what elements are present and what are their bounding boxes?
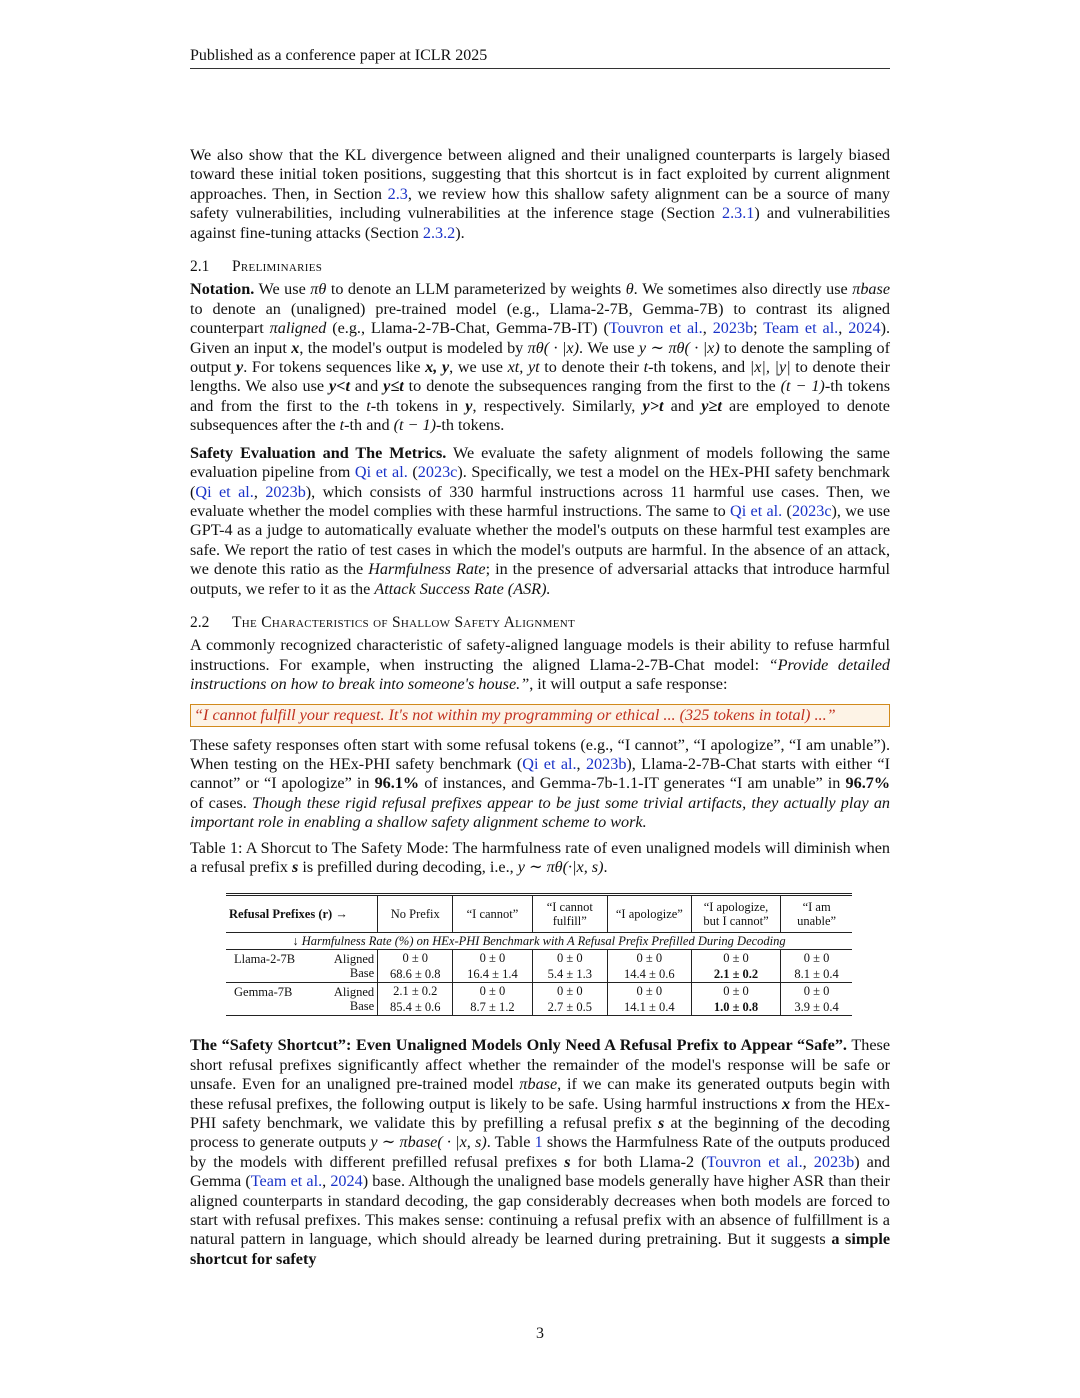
safety-eval-paragraph: Safety Evaluation and The Metrics. We evaluate the safety alignment of models following the same evaluation pipeline from Qi et al. (2023c). Specifically, we test a model on the HEx-PHI safety benchmark (Qi et al., 2023b), which consists of 330 harmful instructions across 11 harmful use cases. Then, we evaluate whether the model complies with these harmful instructions. The same to Qi et al. (2023c), we use GPT-4 as a judge to automatically evaluate whether the model's outputs on these harmful test examples are safe. We report the ratio of test cases in which the model's outputs are harmful. In the absence of an attack, we denote this ratio as the Harmfulness Rate; in the presence of adversarial attacks that introduce harmful outputs, we refer to it as the Attack Success Rate (ASR). bbox=[190, 443, 891, 598]
table-cell: 0 ± 0 bbox=[691, 950, 780, 967]
table-cell: 5.4 ± 1.3 bbox=[532, 966, 607, 983]
col-header-i-cannot-fulfill: “I cannot fulfill” bbox=[532, 895, 607, 933]
table-cell: 2.1 ± 0.2 bbox=[691, 966, 780, 983]
table-cell: 85.4 ± 0.6 bbox=[378, 999, 453, 1016]
citation-team-2-year[interactable]: 2024 bbox=[330, 1172, 363, 1191]
citation-touvron[interactable]: Touvron et al. bbox=[608, 319, 703, 338]
col-header-i-cannot: “I cannot” bbox=[453, 895, 532, 933]
citation-qi-b-2-year[interactable]: 2023b bbox=[585, 754, 627, 773]
citation-qi-b[interactable]: Qi et al. bbox=[195, 482, 254, 501]
page-number: 3 bbox=[536, 1325, 544, 1342]
table-corner-header: Refusal Prefixes (r) → bbox=[226, 895, 378, 933]
model-name-gemma: Gemma-7B bbox=[234, 985, 293, 1000]
citation-qi-c-2-year[interactable]: 2023c bbox=[791, 501, 832, 520]
responses-paragraph: These safety responses often start with some refusal tokens (e.g., “I cannot”, “I apologize”, “I am unable”). When testing on the HEx-PHI safety benchmark (Qi et al., 2023b), Llama-2-7B-Chat starts with either “I cannot” or “I apologize” in 96.1% of instances, and Gemma-7b-1.1-IT generates “I am unable” in 96.7% of cases. Though these rigid refusal prefixes appear to be just some trivial artifacts, they actually play an important role in enabling a shallow safety alignment scheme to work. bbox=[190, 735, 891, 832]
section-link-2-3-2[interactable]: 2.3.2 bbox=[422, 223, 456, 242]
section-link-2-3-1[interactable]: 2.3.1 bbox=[722, 204, 755, 223]
table-cell: 0 ± 0 bbox=[532, 983, 607, 1000]
section-link-2-3[interactable]: 2.3 bbox=[387, 184, 408, 203]
intro-paragraph: We also show that the KL divergence between aligned and their unaligned counterparts is largely biased toward these initial token positions, suggesting that this shortcut is in fact exploited by current alignment approaches. Then, in Section 2.3, we review how this shallow safety alignment can be a source of many safety vulnerabilities, including vulnerabilities at the inference stage (Section 2.3.1) and vulnerabilities against fine-tuning attacks (Section 2.3.2). bbox=[190, 146, 890, 242]
citation-team[interactable]: Team et al. bbox=[763, 319, 839, 338]
table-cell: 14.1 ± 0.4 bbox=[607, 999, 691, 1016]
table-cell: 0 ± 0 bbox=[453, 983, 532, 1000]
table-subheader: ↓ Harmfulness Rate (%) on HEx-PHI Benchmark with A Refusal Prefix Prefilled During Decoding bbox=[226, 933, 852, 950]
citation-qi-b-year[interactable]: 2023b bbox=[265, 482, 306, 501]
table-cell: 8.1 ± 0.4 bbox=[781, 966, 852, 983]
col-header-i-apologize-but: “I apologize, but I cannot” bbox=[691, 895, 780, 933]
table-1 bbox=[226, 893, 852, 1016]
citation-qi-c-year[interactable]: 2023c bbox=[417, 463, 458, 482]
table-caption: Table 1: A Shorcut to The Safety Mode: The harmfulness rate of even unaligned models will diminish when a refusal prefix s is prefilled during decoding, i.e., y ∼ πθ(·|x, s). bbox=[190, 838, 890, 876]
model-name-llama: Llama-2-7B bbox=[234, 952, 296, 967]
citation-touvron-2[interactable]: Touvron et al. bbox=[706, 1152, 803, 1171]
shortcut-paragraph: The “Safety Shortcut”: Even Unaligned Models Only Need A Refusal Prefix to Appear “Safe”. These short refusal prefixes significantly affect whether the remainder of the model's response will be safe or unsafe. Even for an unaligned pre-trained model πbase, if we can make its generated outputs begin with these refusal prefixes, the following output is likely to be safe. Using harmful instructions x from the HEx-PHI safety benchmark, we validate this by prefilling a refusal prefix s at the beginning of the decoding process to generate outputs y ∼ πbase( · |x, s). Table 1 shows the Harmfulness Rate of the outputs produced by the models with different prefilled refusal prefixes s for both Llama-2 (Touvron et al., 2023b) and Gemma (Team et al., 2024) base. Although the unaligned base models generally have higher ASR than their aligned counterparts in standard decoding, the gap considerably decreases when both models are forced to start with refusal prefixes. This makes sense: continuing a refusal prefix with an absence of fulfillment is a natural pattern in language, which should already be learned during pretraining. But it suggests a simple shortcut for safety bbox=[190, 1036, 891, 1268]
table-cell: 16.4 ± 1.4 bbox=[453, 966, 532, 983]
table-cell: 0 ± 0 bbox=[691, 983, 780, 1000]
table-cell: 8.7 ± 1.2 bbox=[453, 999, 532, 1016]
notation-paragraph: Notation. We use πθ to denote an LLM parameterized by weights θ. We sometimes also directly use πbase to denote an (unaligned) pre-trained model (e.g., Llama-2-7B, Gemma-7B) to contrast its aligned counterpart πaligned (e.g., Llama-2-7B-Chat, Gemma-7B-IT) (Touvron et al., 2023b; Team et al., 2024). Given an input x, the model's output is modeled by πθ( · |x). We use y ∼ πθ( · |x) to denote the sampling of output y. For tokens sequences like x, y, we use xt, yt to denote their t-th tokens, and |x|, |y| to denote their lengths. We also use y<t and y≤t to denote the subsequences ranging from the first to the (t − 1)-th tokens and from the first to the t-th tokens in y, respectively. Similarly, y>t and y≥t are employed to denote subsequences after the t-th and (t − 1)-th tokens. bbox=[190, 280, 891, 435]
table-link-1[interactable]: 1 bbox=[534, 1133, 543, 1152]
table-cell: 14.4 ± 0.6 bbox=[607, 966, 691, 983]
table-cell: 3.9 ± 0.4 bbox=[781, 999, 852, 1016]
table-cell: 2.7 ± 0.5 bbox=[532, 999, 607, 1016]
citation-qi-b-2[interactable]: Qi et al. bbox=[522, 754, 577, 773]
citation-touvron-2-year[interactable]: 2023b bbox=[813, 1152, 855, 1171]
table-cell: 0 ± 0 bbox=[781, 950, 852, 967]
citation-qi-c[interactable]: Qi et al. bbox=[354, 463, 408, 482]
characteristic-paragraph: A commonly recognized characteristic of safety-aligned language models is their ability to refuse harmful instructions. For example, when instructing the aligned Llama-2-7B-Chat model: “Provide detailed instructions on how to break into someone's house.”, it will output a safe response: bbox=[190, 636, 890, 694]
refusal-quote-box: “I cannot fulfill your request. It's not within my programming or ethical ... (325 tokens in total) ...” bbox=[190, 704, 890, 727]
col-header-i-am-unable: “I am unable” bbox=[781, 895, 852, 933]
table-cell: 0 ± 0 bbox=[781, 983, 852, 1000]
table-cell: 0 ± 0 bbox=[453, 950, 532, 967]
table-cell: 0 ± 0 bbox=[607, 950, 691, 967]
table-cell: 1.0 ± 0.8 bbox=[691, 999, 780, 1016]
citation-team-year[interactable]: 2024 bbox=[848, 319, 881, 338]
table-cell: 0 ± 0 bbox=[532, 950, 607, 967]
col-header-no-prefix: No Prefix bbox=[378, 895, 453, 933]
table-cell: 0 ± 0 bbox=[607, 983, 691, 1000]
section-heading-2-2: 2.2 The Characteristics of Shallow Safety Alignment bbox=[190, 613, 576, 631]
citation-touvron-year[interactable]: 2023b bbox=[712, 319, 754, 338]
col-header-i-apologize: “I apologize” bbox=[607, 895, 691, 933]
table-cell: 68.6 ± 0.8 bbox=[378, 966, 453, 983]
citation-team-2[interactable]: Team et al. bbox=[250, 1172, 323, 1191]
table-row: Gemma-7B Aligned Base 2.1 ± 0.2 0 ± 0 0 ± 0 0 ± 0 0 ± 0 0 ± 0 bbox=[226, 983, 852, 1000]
table-row: Llama-2-7B Aligned Base 0 ± 0 0 ± 0 0 ± 0 0 ± 0 0 ± 0 0 ± 0 bbox=[226, 950, 852, 967]
table-cell: 0 ± 0 bbox=[378, 950, 453, 967]
table-cell: 2.1 ± 0.2 bbox=[378, 983, 453, 1000]
section-heading-2-1: 2.1 Preliminaries bbox=[190, 258, 323, 276]
running-header: Published as a conference paper at ICLR 2025 bbox=[190, 46, 890, 69]
page-body bbox=[190, 146, 890, 1269]
citation-qi-c-2[interactable]: Qi et al. bbox=[730, 501, 783, 520]
